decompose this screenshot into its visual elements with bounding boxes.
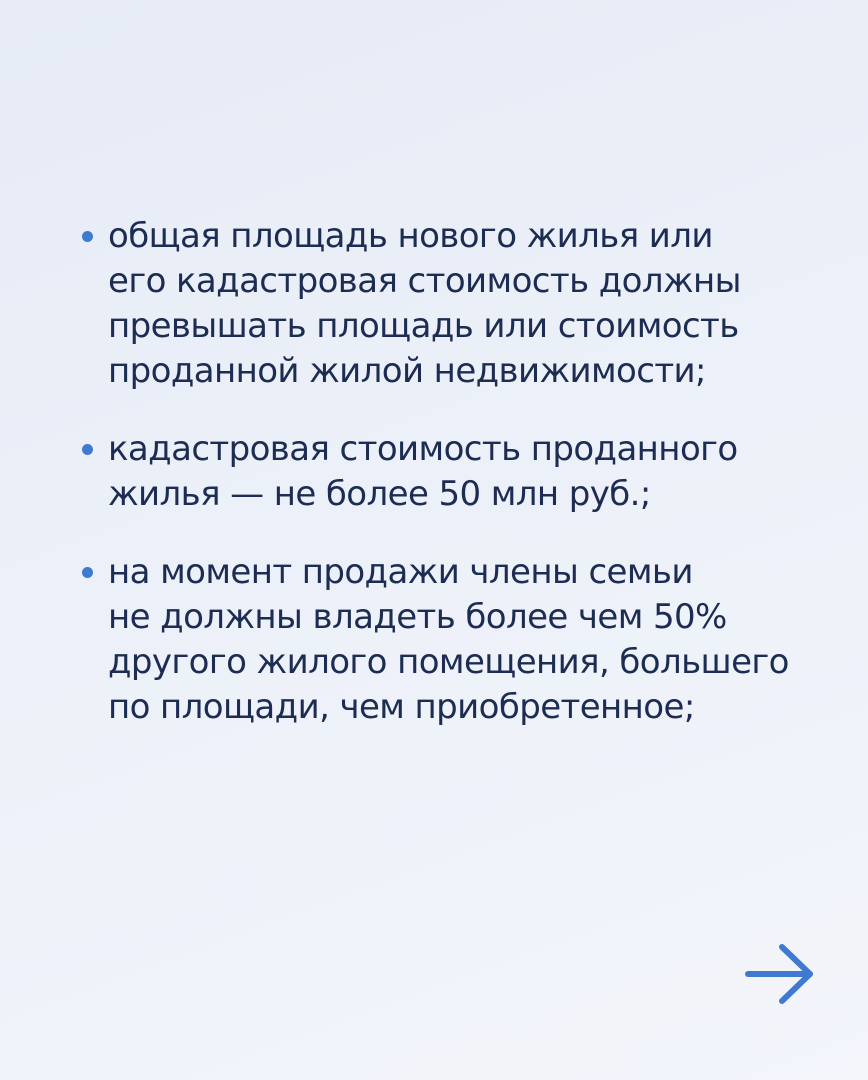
conditions-list bbox=[82, 214, 822, 763]
text-line: на момент продажи члены семьи bbox=[108, 552, 693, 592]
bullet-dot-icon bbox=[82, 567, 93, 578]
text-line: по площади, чем приобретенное; bbox=[108, 687, 695, 727]
bullet-dot-icon bbox=[82, 444, 93, 455]
list-item bbox=[82, 550, 822, 730]
list-item-text bbox=[108, 214, 741, 394]
arrow-right-icon[interactable] bbox=[744, 943, 816, 1005]
list-item bbox=[82, 214, 822, 394]
text-line: другого жилого помещения, большего bbox=[108, 642, 789, 682]
bullet-dot-icon bbox=[82, 231, 93, 242]
text-line: не должны владеть более чем 50% bbox=[108, 597, 727, 637]
text-line: кадастровая стоимость проданного bbox=[108, 429, 738, 469]
list-item-text bbox=[108, 550, 789, 730]
list-item-text bbox=[108, 427, 738, 517]
text-line: общая площадь нового жилья или bbox=[108, 216, 713, 256]
list-item bbox=[82, 427, 822, 517]
text-line: его кадастровая стоимость должны bbox=[108, 261, 741, 301]
text-line: проданной жилой недвижимости; bbox=[108, 351, 706, 391]
text-line: жилья — не более 50 млн руб.; bbox=[108, 474, 651, 514]
text-line: превышать площадь или стоимость bbox=[108, 306, 739, 346]
